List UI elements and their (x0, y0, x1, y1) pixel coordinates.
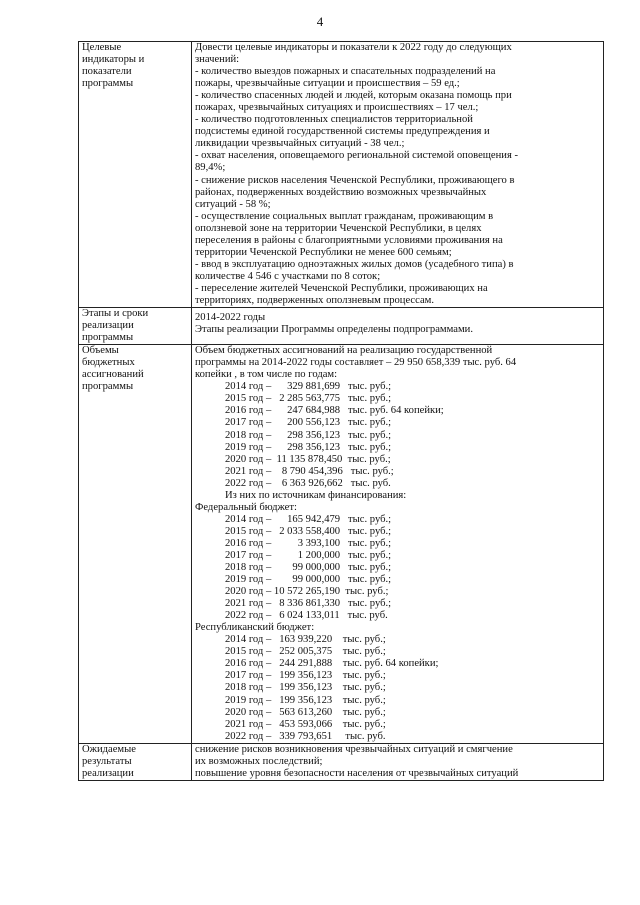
republic-year-line: 2016 год – 244 291,888 тыс. руб. 64 копейки; (225, 658, 439, 670)
text-line: Этапы реализации Программы определены подпрограммами. (195, 324, 473, 336)
row-expected-results (79, 743, 604, 780)
row-label (79, 743, 192, 780)
row-label (79, 308, 192, 345)
republic-year-line: 2019 год – 199 356,123 тыс. руб.; (225, 694, 386, 706)
text-line: 2014-2022 годы (195, 312, 266, 324)
text-line: 89,4%; (195, 162, 226, 174)
federal-year-line: 2014 год – 165 942,479 тыс. руб.; (225, 513, 392, 525)
text-line: значений: (195, 54, 240, 66)
label-line: программы (82, 78, 134, 90)
page-number: 4 (316, 14, 324, 29)
label-line: результаты (82, 755, 132, 767)
text-line: их возможных последствий; (195, 755, 323, 767)
republic-year-line: 2015 год – 252 005,375 тыс. руб.; (225, 646, 386, 658)
label-line: реализации (82, 320, 134, 332)
row-content (192, 308, 604, 345)
federal-year-line: 2021 год – 8 336 861,330 тыс. руб.; (225, 598, 392, 610)
text-line: снижение рисков возникновения чрезвычайных ситуаций и смягчение (195, 743, 513, 755)
label-line: Этапы и сроки (82, 308, 149, 320)
text-line: территориях, подверженных оползневым процессам. (195, 294, 435, 306)
row-label (79, 345, 192, 744)
funding-year-line: 2014 год – 329 881,699 тыс. руб.; (225, 381, 392, 393)
label-line: реализации (82, 767, 134, 779)
label-line: программы (82, 332, 134, 344)
text-line: Объем бюджетных ассигнований на реализацию государственной (195, 345, 493, 357)
funding-year-line: 2019 год – 298 356,123 тыс. руб.; (225, 441, 392, 453)
text-line: районах, подверженных воздействию возможных чрезвычайных (195, 186, 487, 198)
label-line: Объемы (82, 345, 119, 357)
text-line: Довести целевые индикаторы и показатели к 2022 году до следующих (195, 42, 512, 53)
text-line: ситуаций - 58 %; (195, 198, 271, 210)
federal-year-line: 2015 год – 2 033 558,400 тыс. руб.; (225, 525, 392, 537)
text-line: - количество подготовленных специалистов территориальной (195, 114, 473, 126)
row-stages (79, 308, 604, 345)
text-line: пожары, чрезвычайные ситуации и происшествия – 59 ед.; (195, 78, 460, 90)
text-line: - количество спасенных людей и людей, которым оказана помощь при (195, 90, 512, 102)
republic-year-line: 2014 год – 163 939,220 тыс. руб.; (225, 634, 386, 646)
text-line: программы на 2014-2022 годы составляет – 29 950 658,339 тыс. руб. 64 (195, 357, 517, 369)
funding-year-line: 2020 год – 11 135 878,450 тыс. руб.; (225, 453, 391, 465)
text-line: переселения в районы с благоприятными условиями проживания на (195, 234, 503, 246)
row-label (79, 42, 192, 308)
republic-year-line: 2021 год – 453 593,066 тыс. руб.; (225, 718, 386, 730)
funding-year-line: 2015 год – 2 285 563,775 тыс. руб.; (225, 393, 392, 405)
sources-intro: Из них по источникам финансирования: (225, 489, 407, 501)
label-line: бюджетных (82, 357, 135, 369)
republic-year-line: 2020 год – 563 613,260 тыс. руб.; (225, 706, 386, 718)
republic-year-line: 2018 год – 199 356,123 тыс. руб.; (225, 682, 386, 694)
text-line: подсистемы единой государственной системы предупреждения и (195, 126, 490, 138)
text-line: копейки , в том числе по годам: (195, 369, 338, 381)
text-line: - ввод в эксплуатацию одноэтажных жилых домов (усадебного типа) в (195, 258, 514, 270)
funding-year-line: 2018 год – 298 356,123 тыс. руб.; (225, 429, 392, 441)
text-line: количестве 4 546 с участками по 8 соток; (195, 270, 381, 282)
federal-year-line: 2018 год – 99 000,000 тыс. руб.; (225, 562, 392, 574)
funding-year-line: 2022 год – 6 363 926,662 тыс. руб. (225, 477, 391, 489)
federal-year-line: 2022 год – 6 024 133,011 тыс. руб. (225, 610, 388, 622)
text-line: повышение уровня безопасности населения от чрезвычайных ситуаций (195, 767, 519, 779)
label-line: Ожидаемые (82, 743, 136, 755)
text-line: пожарах, чрезвычайных ситуациях и происшествиях – 17 чел.; (195, 102, 479, 114)
funding-year-line: 2016 год – 247 684,988 тыс. руб. 64 копейки; (225, 405, 444, 417)
row-content (192, 743, 604, 780)
row-content (192, 345, 604, 744)
text-line: оползневой зоне на территории Чеченской Республики, в целях (195, 222, 482, 234)
text-line: - осуществление социальных выплат гражданам, проживающим в (195, 210, 494, 222)
text-line: - переселение жителей Чеченской Республики, проживающих на (195, 282, 488, 294)
program-passport-table (78, 41, 604, 781)
funding-year-line: 2017 год – 200 556,123 тыс. руб.; (225, 417, 392, 429)
row-content (192, 42, 604, 308)
text-line: - количество выездов пожарных и спасательных подразделений на (195, 66, 496, 78)
republic-budget-title: Республиканский бюджет: (195, 622, 315, 634)
text-line: ликвидации чрезвычайных ситуаций - 38 чел.; (195, 138, 405, 150)
text-line: территории Чеченской Республики не менее 600 семьям; (195, 246, 452, 258)
republic-year-line: 2022 год – 339 793,651 тыс. руб. (225, 730, 386, 742)
row-target-indicators (79, 42, 604, 308)
label-line: ассигнований (82, 369, 144, 381)
text-line: - снижение рисков населения Чеченской Республики, проживающего в (195, 174, 515, 186)
republic-year-line: 2017 год – 199 356,123 тыс. руб.; (225, 670, 386, 682)
label-line: программы (82, 381, 134, 393)
row-funding (79, 345, 604, 744)
label-line: показатели (82, 66, 132, 78)
federal-year-line: 2020 год – 10 572 265,190 тыс. руб.; (225, 586, 389, 598)
federal-year-line: 2019 год – 99 000,000 тыс. руб.; (225, 574, 392, 586)
federal-budget-title: Федеральный бюджет: (195, 501, 297, 513)
text-line: - охват населения, оповещаемого региональной системой оповещения - (195, 150, 519, 162)
federal-year-line: 2017 год – 1 200,000 тыс. руб.; (225, 549, 392, 561)
federal-year-line: 2016 год – 3 393,100 тыс. руб.; (225, 537, 392, 549)
label-line: Целевые (82, 42, 122, 53)
label-line: индикаторы и (82, 54, 145, 66)
funding-year-line: 2021 год – 8 790 454,396 тыс. руб.; (225, 465, 394, 477)
